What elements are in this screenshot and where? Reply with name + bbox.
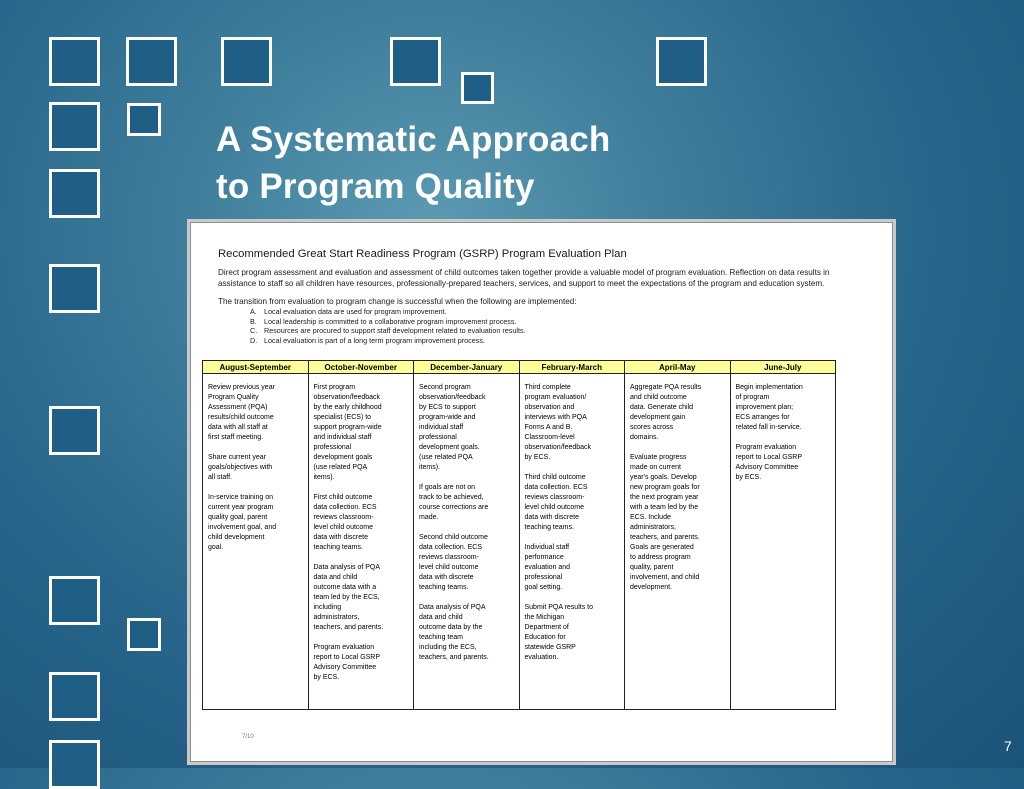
table-cell-aug-sep: Review previous year Program Quality Assessment (PQA) results/child outcome data with all staff at first staff meeting. Share current year goals/objectives with all staff. In-service training on current year program quality goal, parent involvement goal, and child development goal. — [203, 374, 309, 710]
implementation-list — [214, 307, 870, 346]
table-cell-apr-may: Aggregate PQA results and child outcome data. Generate child development gain scores across domains. Evaluate progress made on current year's goals. Develop new program goals for the next program year with a team led by the ECS. Include administrators, teachers, and parents. Goals are generated to address program quality, parent involvement, and child development. — [625, 374, 731, 710]
list-text: Resources are procured to support staff development related to evaluation results. — [264, 326, 526, 336]
list-item — [250, 317, 870, 327]
table-cell-oct-nov: First program observation/feedback by the early childhood specialist (ECS) to support program-wide and individual staff professional development goals (use related PQA items). First child outcome data collection. ECS reviews classroom- level child outcome data with discrete teaching teams. Data analysis of PQA data and child outcome data with a team led by the ECS, including administrators, teachers, and parents. Program evaluation report to Local GSRP Advisory Committee by ECS. — [308, 374, 414, 710]
document-intro: Direct program assessment and evaluation and assessment of child outcomes taken together provide a valuable model of program evaluation. Reflection on data results in assistance to staff so all children have resources, professionally-prepared teachers, services, and support to meet the expectations of the program and education system. — [218, 268, 830, 288]
column-header-aug-sep: August-September — [203, 361, 309, 374]
decor-square — [49, 740, 100, 789]
list-letter: D. — [250, 336, 258, 346]
document-transition-text: The transition from evaluation to program change is successful when the following are implemented: — [218, 297, 577, 306]
list-letter: A. — [250, 307, 257, 316]
list-text: Local evaluation data are used for program improvement. — [264, 307, 447, 316]
evaluation-plan-table — [202, 360, 836, 710]
decor-square — [49, 406, 100, 455]
list-letter: C. — [250, 326, 258, 336]
list-text: Local evaluation is part of a long term program improvement process. — [264, 336, 485, 346]
table-header-row — [203, 361, 836, 374]
decor-square — [49, 264, 100, 313]
table-cell-dec-jan: Second program observation/feedback by ECS to support program-wide and individual staff professional development goals. (use related PQA items). If goals are not on track to be achieved, course corrections are made. Second child outcome data collection. ECS reviews classroom- level child outcome data with discrete teaching teams. Data analysis of PQA data and child outcome data by the teaching team including the ECS, teachers, and parents. — [414, 374, 520, 710]
decor-square — [49, 169, 100, 218]
table-cell-jun-jul: Begin implementation of program improvement plan; ECS arranges for related fall in-service. Program evaluation report to Local GSRP Advisory Committee by ECS. — [730, 374, 836, 710]
column-header-oct-nov: October-November — [308, 361, 414, 374]
decor-square — [221, 37, 272, 86]
document-body — [214, 248, 870, 346]
decor-square — [461, 72, 494, 104]
decor-square — [127, 103, 161, 136]
slide-title-line-2: to Program Quality — [216, 167, 535, 206]
decor-square — [127, 618, 161, 651]
document-title: Recommended Great Start Readiness Program (GSRP) Program Evaluation Plan — [218, 248, 627, 260]
slide-title-line-1: A Systematic Approach — [216, 120, 611, 159]
decor-square — [49, 102, 100, 151]
table-row — [203, 374, 836, 710]
list-letter: B. — [250, 316, 257, 326]
decor-square — [49, 576, 100, 625]
column-header-dec-jan: December-January — [414, 361, 520, 374]
decor-square — [49, 672, 100, 721]
list-item — [250, 326, 870, 336]
evaluation-plan-document — [187, 219, 896, 765]
column-header-apr-may: April-May — [625, 361, 731, 374]
list-text: Local leadership is committed to a collaborative program improvement process. — [264, 316, 517, 326]
decor-square — [49, 37, 100, 86]
list-item — [250, 336, 870, 346]
document-footer-mark: 7/10 — [242, 734, 254, 740]
slide-number: 7 — [1004, 738, 1012, 754]
column-header-feb-mar: February-March — [519, 361, 625, 374]
list-item — [250, 307, 870, 317]
decor-square — [126, 37, 177, 86]
column-header-jun-jul: June-July — [730, 361, 836, 374]
decor-square — [656, 37, 707, 86]
decor-square — [390, 37, 441, 86]
table-cell-feb-mar: Third complete program evaluation/ observation and interviews with PQA Forms A and B. Classroom-level observation/feedback by ECS. Third child outcome data collection. ECS reviews classroom- level child outcome data with discrete teaching teams. Individual staff performance evaluation and professional goal setting. Submit PQA results to the Michigan Department of Education for statewide GSRP evaluation. — [519, 374, 625, 710]
slide-title — [216, 116, 696, 210]
